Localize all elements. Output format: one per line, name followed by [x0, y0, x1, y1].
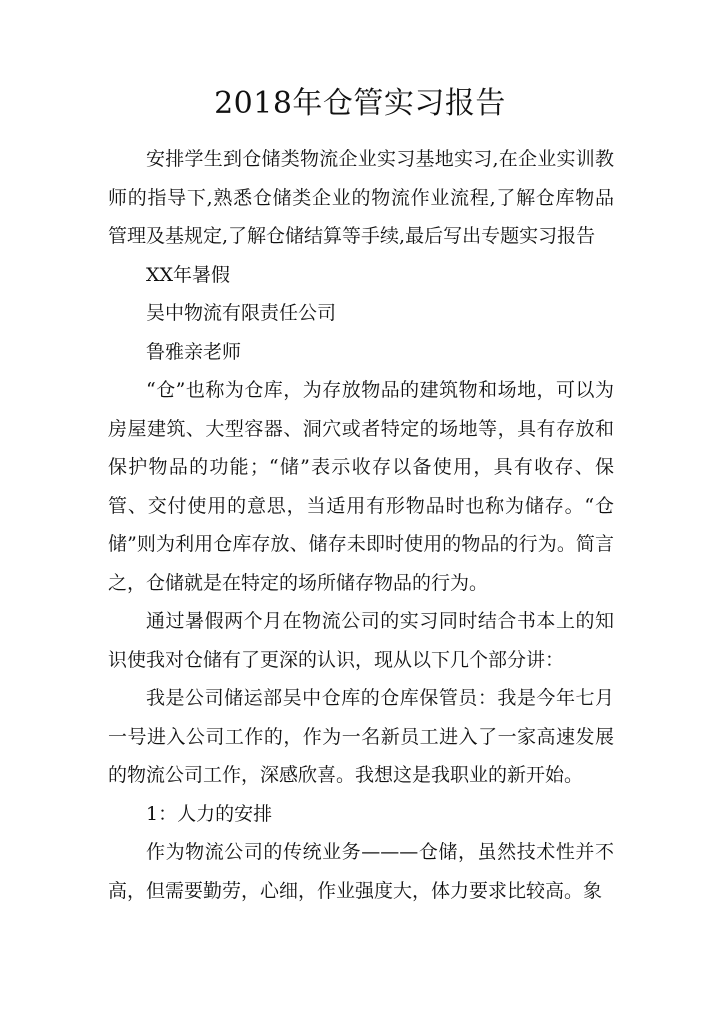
document-body	[108, 140, 614, 910]
paragraph-warehouse-definition: “仓”也称为仓库，为存放物品的建筑物和场地，可以为房屋建筑、大型容器、洞穴或者特定的场地等，具有存放和保护物品的功能；“储”表示收存以备使用，具有收存、保管、交付使用的意思，当适用有形物品时也称为储存。“仓储”则为利用仓库存放、储存未即时使用的物品的行为。简言之，仓储就是在特定的场所储存物品的行为。	[108, 379, 614, 594]
paragraph-internship-intro: 安排学生到仓储类物流企业实习基地实习,在企业实训教师的指导下,熟悉仓储类企业的物流作业流程,了解仓库物品管理及基规定,了解仓储结算等手续,最后写出专题实习报告	[108, 148, 614, 247]
document-title: 2018年仓管实习报告	[214, 86, 506, 121]
section-heading-staffing: 1：人力的安排	[146, 802, 273, 825]
paragraph-staffing: 作为物流公司的传统业务———仓储，虽然技术性并不高，但需要勤劳，心细，作业强度大，体力要求比较高。象	[108, 841, 614, 902]
paragraph-overview: 通过暑假两个月在物流公司的实习同时结合书本上的知识使我对仓储有了更深的认识，现从以下几个部分讲：	[108, 610, 614, 671]
paragraph-role: 我是公司储运部吴中仓库的仓库保管员：我是今年七月一号进入公司工作的，作为一名新员工进入了一家高速发展的物流公司工作，深感欣喜。我想这是我职业的新开始。	[108, 687, 614, 786]
paragraph-internship-time: XX年暑假	[146, 263, 231, 286]
paragraph-teacher: 鲁雅亲老师	[146, 340, 242, 363]
paragraph-company: 吴中物流有限责任公司	[146, 302, 337, 324]
